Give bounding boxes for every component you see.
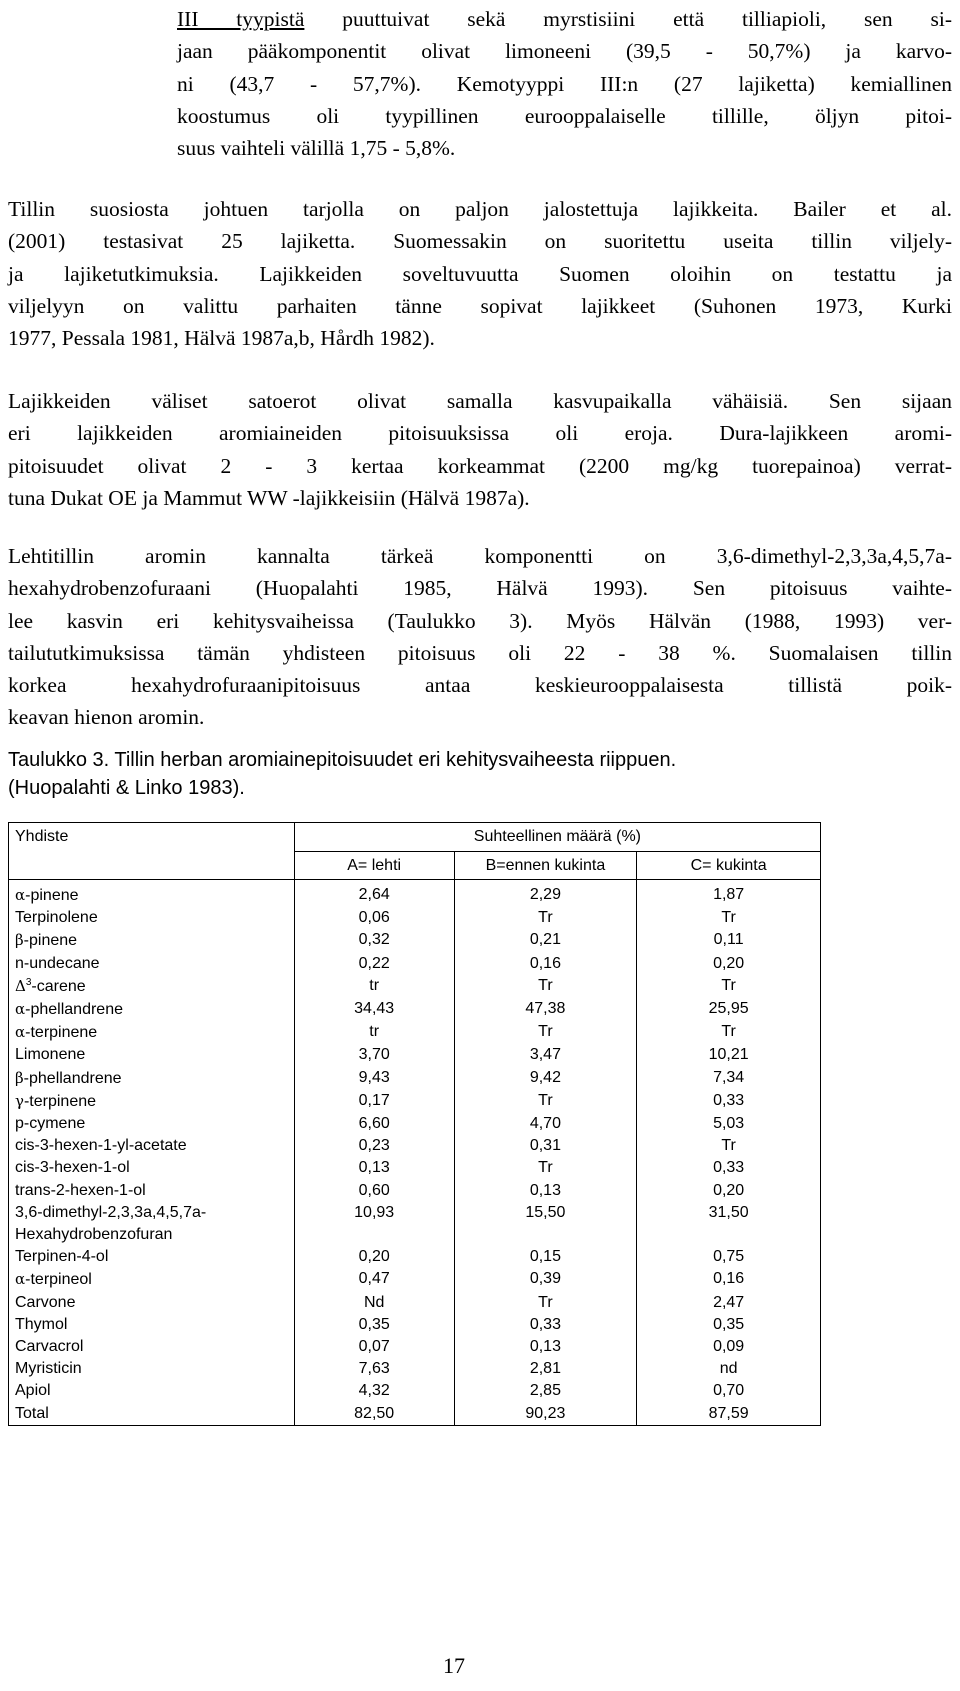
compound-name: Carvone — [15, 1293, 76, 1311]
value-cell-c: 0,33 — [637, 1157, 821, 1179]
value-cell-c: 0,75 — [637, 1246, 821, 1268]
compound-name: Total — [15, 1404, 49, 1422]
table-row — [9, 953, 821, 975]
compound-name: -phellandrene — [23, 1069, 122, 1087]
compound-name: cis-3-hexen-1-yl-acetate — [15, 1137, 187, 1155]
value-cell-a: 0,23 — [294, 1135, 454, 1157]
value-cell-c: Tr — [637, 1021, 821, 1044]
value-cell-b: 4,70 — [454, 1113, 637, 1135]
table-row — [9, 1180, 821, 1202]
value-cell-a: 2,64 — [294, 880, 454, 908]
value-cell-c: 10,21 — [637, 1044, 821, 1066]
text-line: tailututkimuksissa tämän yhdisteen pitoisuus oli 22 - 38 %. Suomalaisen tillin — [8, 640, 952, 665]
value-cell-b: Tr — [454, 1157, 637, 1179]
compound-name-cell — [9, 1292, 295, 1314]
value-cell-a: 3,70 — [294, 1044, 454, 1066]
compound-name-cell — [9, 1268, 295, 1291]
value-cell-c: 0,11 — [637, 929, 821, 952]
compound-name-cell — [9, 1246, 295, 1268]
compound-name-cell — [9, 880, 295, 908]
text-line: keavan hienon aromin. — [8, 705, 205, 730]
value-cell-c: Tr — [637, 1135, 821, 1157]
value-cell-c: 0,33 — [637, 1090, 821, 1113]
compound-name-cell — [9, 1358, 295, 1380]
compound-name: Terpinolene — [15, 909, 98, 927]
compound-name: trans-2-hexen-1-ol — [15, 1181, 146, 1199]
table-caption — [8, 746, 952, 802]
compound-name: 3,6-dimethyl-2,3,3a,4,5,7a- — [15, 1203, 207, 1221]
value-cell-b: Tr — [454, 907, 637, 929]
value-cell-b: 90,23 — [454, 1403, 637, 1426]
value-cell-b: 3,47 — [454, 1044, 637, 1066]
compound-name-cell — [9, 929, 295, 952]
table-row — [9, 1067, 821, 1090]
compound-name: -terpineol — [25, 1271, 92, 1289]
value-cell-a: 0,20 — [294, 1246, 454, 1268]
value-cell-a: 4,32 — [294, 1380, 454, 1402]
text-line: koostumus oli tyypillinen eurooppalaiselle tillille, öljyn pitoi- — [177, 103, 952, 128]
value-cell-a: 0,07 — [294, 1336, 454, 1358]
text-line: suus vaihteli välillä 1,75 - 5,8%. — [177, 136, 456, 161]
table-row — [9, 1380, 821, 1402]
value-cell-a: 0,47 — [294, 1268, 454, 1291]
value-cell-a: 7,63 — [294, 1358, 454, 1380]
value-cell-b: 0,16 — [454, 953, 637, 975]
compound-name-cell — [9, 1202, 295, 1246]
value-cell-c: 25,95 — [637, 998, 821, 1021]
table-row — [9, 880, 821, 908]
text-line: korkea hexahydrofuraanipitoisuus antaa keskieurooppalaisesta tillistä poik- — [8, 673, 952, 698]
value-cell-b: Tr — [454, 1292, 637, 1314]
table-row — [9, 1135, 821, 1157]
table-row — [9, 1113, 821, 1135]
value-cell-b: 0,31 — [454, 1135, 637, 1157]
compound-name-cell — [9, 1135, 295, 1157]
compound-name: Thymol — [15, 1315, 68, 1333]
text-line: Lehtitillin aromin kannalta tärkeä komponentti on 3,6-dimethyl-2,3,3a,4,5,7a- — [8, 544, 952, 568]
value-cell-b: 0,39 — [454, 1268, 637, 1291]
compound-name-cell — [9, 1380, 295, 1402]
greek-prefix: β — [15, 931, 24, 950]
value-cell-c: Tr — [637, 907, 821, 929]
value-cell-a: 0,13 — [294, 1157, 454, 1179]
value-cell-a: 34,43 — [294, 998, 454, 1021]
table-row — [9, 1403, 821, 1426]
column-header-a: A= lehti — [294, 852, 454, 880]
compound-name-cell — [9, 998, 295, 1021]
column-header-b: B=ennen kukinta — [454, 852, 637, 880]
value-cell-a: 0,06 — [294, 907, 454, 929]
compound-name-cell — [9, 1336, 295, 1358]
value-cell-c: 7,34 — [637, 1067, 821, 1090]
compound-name: -pinene — [25, 887, 79, 904]
value-cell-c: 2,47 — [637, 1292, 821, 1314]
table-row — [9, 998, 821, 1021]
table-row — [9, 975, 821, 998]
text-line: Tillin suosiosta johtuen tarjolla on paljon jalostettuja lajikkeita. Bailer et al. — [8, 197, 952, 221]
value-cell-a: 0,17 — [294, 1090, 454, 1113]
value-cell-b: 47,38 — [454, 998, 637, 1021]
compound-name-continued: Hexahydrobenzofuran — [15, 1226, 173, 1244]
value-cell-b: 2,29 — [454, 880, 637, 908]
compound-name: -phellandrene — [25, 1001, 123, 1019]
text-line: ni (43,7 - 57,7%). Kemotyyppi III:n (27 lajiketta) kemiallinen — [177, 71, 952, 96]
compound-name-cell — [9, 953, 295, 975]
value-cell-a: Nd — [294, 1292, 454, 1314]
compound-name: Apiol — [15, 1382, 51, 1400]
value-cell-c: 87,59 — [637, 1403, 821, 1426]
paragraph-aroma-component — [8, 540, 952, 734]
underlined-phrase: III tyypistä — [177, 7, 305, 31]
greek-prefix: β — [15, 1068, 24, 1087]
superscript: 3 — [25, 976, 32, 988]
value-cell-c: 5,03 — [637, 1113, 821, 1135]
compound-name: cis-3-hexen-1-ol — [15, 1159, 130, 1177]
value-cell-b: Tr — [454, 1021, 637, 1044]
value-cell-b: 0,13 — [454, 1180, 637, 1202]
compound-name-cell — [9, 907, 295, 929]
compound-name-cell — [9, 1314, 295, 1336]
compound-name-cell — [9, 1067, 295, 1090]
value-cell-b: 0,33 — [454, 1314, 637, 1336]
table-row — [9, 1044, 821, 1066]
table-row — [9, 1090, 821, 1113]
table-row — [9, 907, 821, 929]
caption-line: Taulukko 3. Tillin herban aromiainepitoisuudet eri kehitysvaiheesta riippuen. — [8, 749, 677, 771]
value-cell-a: 9,43 — [294, 1067, 454, 1090]
text-line: eri lajikkeiden aromiaineiden pitoisuuksissa oli eroja. Dura-lajikkeen aromi- — [8, 421, 952, 446]
table-row — [9, 1314, 821, 1336]
value-cell-c: Tr — [637, 975, 821, 998]
compound-name-cell — [9, 1021, 295, 1044]
value-cell-c: 0,20 — [637, 1180, 821, 1202]
value-cell-b: Tr — [454, 1090, 637, 1113]
compound-name-cell — [9, 1113, 295, 1135]
table-row — [9, 1021, 821, 1044]
value-cell-a: tr — [294, 975, 454, 998]
value-cell-a: 82,50 — [294, 1403, 454, 1426]
table-row — [9, 1157, 821, 1179]
compound-name-cell — [9, 975, 295, 998]
value-cell-b: 0,13 — [454, 1336, 637, 1358]
greek-prefix: α — [15, 1000, 26, 1019]
value-cell-a: tr — [294, 1021, 454, 1044]
value-cell-c: 1,87 — [637, 880, 821, 908]
value-cell-b: 0,21 — [454, 929, 637, 952]
value-cell-b: 2,85 — [454, 1380, 637, 1402]
compound-name: Myristicin — [15, 1360, 82, 1378]
value-cell-b: 15,50 — [454, 1202, 637, 1246]
compound-name: -carene — [31, 977, 86, 995]
compound-name: n-undecane — [15, 954, 100, 972]
compound-name-cell — [9, 1180, 295, 1202]
compound-name: p-cymene — [15, 1115, 86, 1133]
paragraph-cultivars — [8, 193, 952, 354]
text-line: 1977, Pessala 1981, Hälvä 1987a,b, Hårdh 1982). — [8, 326, 435, 351]
table-row — [9, 1336, 821, 1358]
value-cell-c: 0,70 — [637, 1380, 821, 1402]
compound-name-cell — [9, 1403, 295, 1426]
compound-name-cell — [9, 1090, 295, 1113]
compound-name: Carvacrol — [15, 1338, 84, 1356]
compound-name: -terpinene — [23, 1092, 97, 1110]
value-cell-a: 6,60 — [294, 1113, 454, 1135]
header-compound-spacer — [9, 852, 295, 880]
text-line: III tyypistä puuttuivat sekä myrstisiini että tilliapioli, sen si- — [177, 7, 952, 31]
aroma-compounds-table — [8, 822, 821, 1426]
table-row — [9, 929, 821, 952]
value-cell-c: 0,16 — [637, 1268, 821, 1291]
value-cell-a: 0,32 — [294, 929, 454, 952]
table-row — [9, 1292, 821, 1314]
value-cell-b: 2,81 — [454, 1358, 637, 1380]
text-line: jaan pääkomponentit olivat limoneeni (39,5 - 50,7%) ja karvo- — [177, 39, 952, 64]
greek-prefix: α — [15, 886, 26, 904]
value-cell-c: 0,09 — [637, 1336, 821, 1358]
table-body — [9, 880, 821, 1426]
value-cell-a: 10,93 — [294, 1202, 454, 1246]
caption-line: (Huopalahti & Linko 1983). — [8, 777, 245, 799]
value-cell-b: Tr — [454, 975, 637, 998]
page-number: 17 — [443, 1653, 465, 1678]
header-compound: Yhdiste — [9, 823, 295, 852]
value-cell-c: 0,35 — [637, 1314, 821, 1336]
value-cell-b: 9,42 — [454, 1067, 637, 1090]
value-cell-a: 0,35 — [294, 1314, 454, 1336]
value-cell-c: 31,50 — [637, 1202, 821, 1246]
paragraph-yield-differences — [8, 385, 952, 514]
greek-prefix: Δ — [15, 976, 26, 995]
compound-name: -terpinene — [25, 1024, 98, 1042]
table-row — [9, 1246, 821, 1268]
value-cell-a: 0,60 — [294, 1180, 454, 1202]
compound-name: Terpinen-4-ol — [15, 1248, 109, 1266]
table-row — [9, 1202, 821, 1246]
table-row — [9, 1358, 821, 1380]
text-line: viljelyyn on valittu parhaiten tänne sopivat lajikkeet (Suhonen 1973, Kurki — [8, 293, 952, 318]
greek-prefix: α — [15, 1023, 26, 1042]
value-cell-a: 0,22 — [294, 953, 454, 975]
text-line: pitoisuudet olivat 2 - 3 kertaa korkeammat (2200 mg/kg tuorepainoa) verrat- — [8, 453, 952, 478]
compound-name-cell — [9, 1157, 295, 1179]
column-header-c: C= kukinta — [637, 852, 821, 880]
compound-name: -pinene — [23, 932, 78, 950]
greek-prefix: α — [15, 1270, 26, 1289]
text-line: ja lajiketutkimuksia. Lajikkeiden soveltuvuutta Suomen oloihin on testattu ja — [8, 261, 952, 286]
compound-name: Limonene — [15, 1046, 86, 1064]
greek-prefix: γ — [15, 1091, 24, 1110]
value-cell-c: nd — [637, 1358, 821, 1380]
value-cell-c: 0,20 — [637, 953, 821, 975]
paragraph-chemotype — [177, 3, 952, 164]
header-relative-amount: Suhteellinen määrä (%) — [294, 823, 820, 852]
text-line: hexahydrobenzofuraani (Huopalahti 1985, Hälvä 1993). Sen pitoisuus vaihte- — [8, 576, 952, 601]
text-line: tuna Dukat OE ja Mammut WW -lajikkeisiin (Hälvä 1987a). — [8, 485, 530, 510]
text-line: lee kasvin eri kehitysvaiheissa (Taulukko 3). Myös Hälvän (1988, 1993) ver- — [8, 608, 952, 633]
table-row — [9, 1268, 821, 1291]
compound-name-cell — [9, 1044, 295, 1066]
value-cell-b: 0,15 — [454, 1246, 637, 1268]
text-line: Lajikkeiden väliset satoerot olivat samalla kasvupaikalla vähäisiä. Sen sijaan — [8, 389, 952, 413]
text-line: (2001) testasivat 25 lajiketta. Suomessakin on suoritettu useita tillin viljely- — [8, 229, 952, 254]
